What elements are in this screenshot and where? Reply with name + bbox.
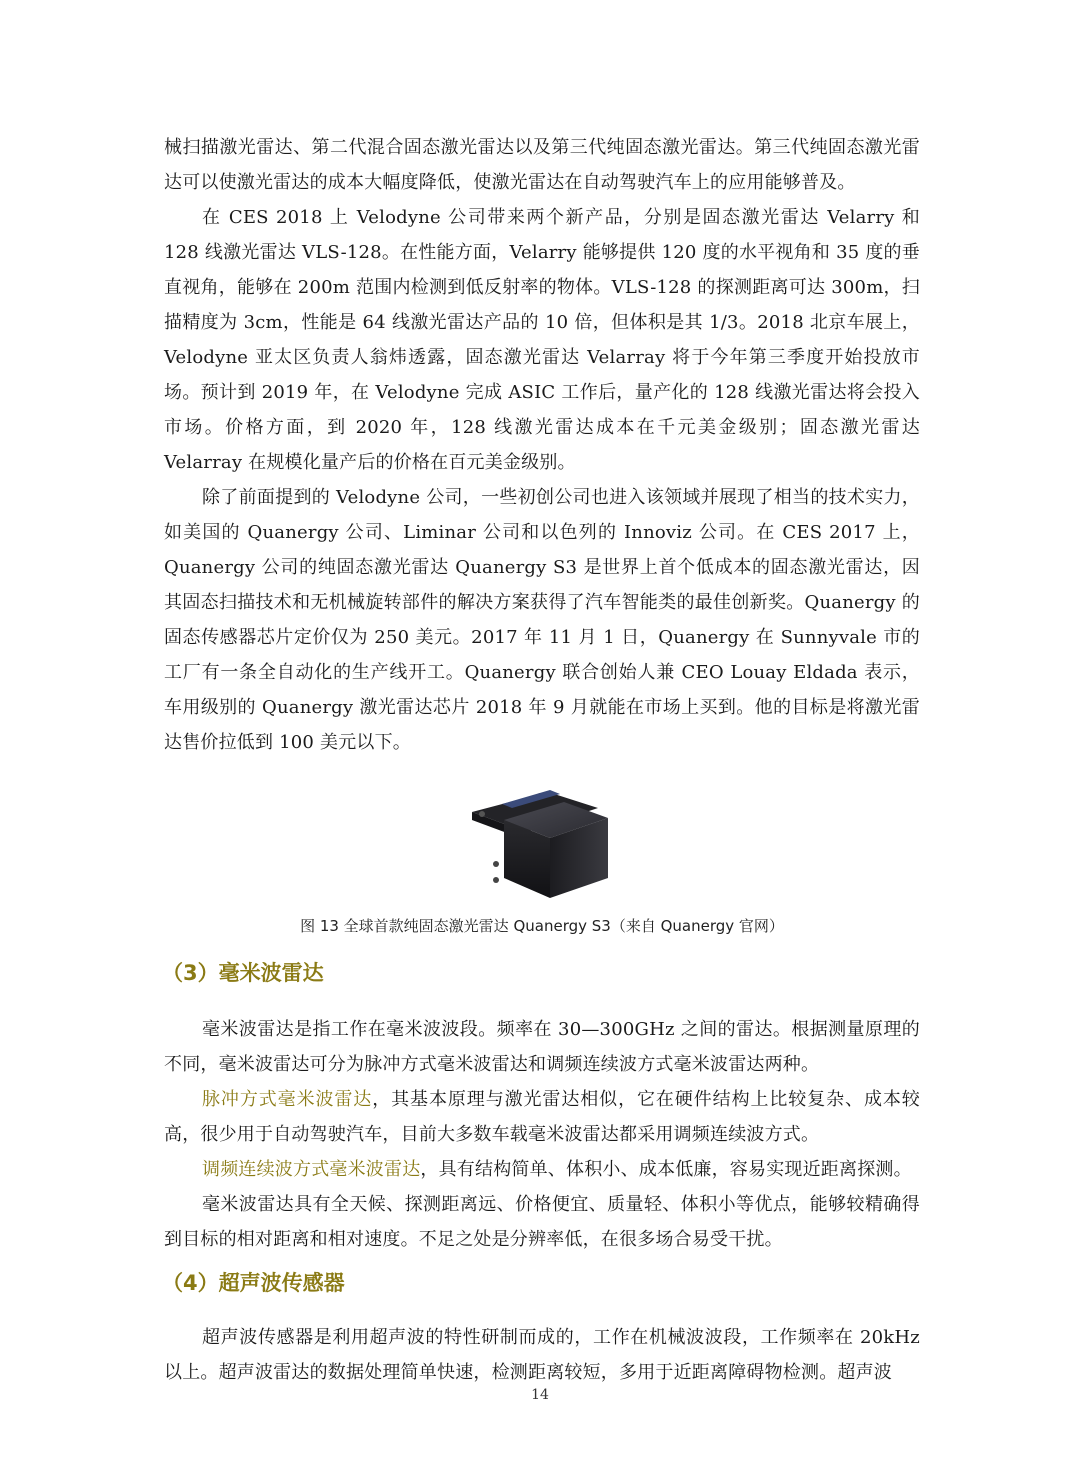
quanergy-s3-lidar-image <box>466 782 616 902</box>
pulse-radar-text: ，其基本原理与激光雷达相似，它在硬件结构上比较复杂、成本较高，很少用于自动驾驶汽车，目前大多数车载毫米波雷达都采用调频连续波方式。 <box>164 1089 920 1145</box>
paragraph-ultrasonic: 超声波传感器是利用超声波的特性研制而成的，工作在机械波波段，工作频率在 20kHz 以上。超声波雷达的数据处理简单快速，检测距离较短，多用于近距离障碍物检测。超声波 <box>164 1327 920 1383</box>
section-heading-ultrasonic: （4）超声波传感器 <box>162 1271 345 1295</box>
paragraph-lidar-generations: 械扫描激光雷达、第二代混合固态激光雷达以及第三代纯固态激光雷达。第三代纯固态激光雷达可以使激光雷达的成本大幅度降低，使激光雷达在自动驾驶汽车上的应用能够普及。 <box>164 137 920 193</box>
paragraph-velodyne: 在 CES 2018 上 Velodyne 公司带来两个新产品，分别是固态激光雷达 Velarry 和 128 线激光雷达 VLS-128。在性能方面，Velarry 能够提供 120 度的水平视角和 35 度的垂直视角，能够在 200m 范围内检测到低反射率的物体。VLS-128 的探测距离可达 300m，扫描精度为 3cm，性能是 64 线激光雷达产品的 10 倍，但体积是其 1/3。2018 北京车展上，Velodyne 亚太区负责人翁炜透露，固态激光雷达 Velarray 将于今年第三季度开始投放市场。预计到 2019 年，在 Velodyne 完成 ASIC 工作后，量产化的 128 线激光雷达将会投入市场。价格方面，到 2020 年，128 线激光雷达成本在千元美金级别；固态激光雷达 Velarray 在规模化量产后的价格在百元美金级别。 <box>164 207 920 473</box>
paragraph-pulse-radar <box>164 1082 920 1152</box>
paragraph-mmwave-definition: 毫米波雷达是指工作在毫米波波段。频率在 30—300GHz 之间的雷达。根据测量原理的不同，毫米波雷达可分为脉冲方式毫米波雷达和调频连续波方式毫米波雷达两种。 <box>164 1019 920 1075</box>
highlight-fmcw-radar: 调频连续波方式毫米波雷达 <box>202 1159 421 1180</box>
highlight-pulse-radar: 脉冲方式毫米波雷达 <box>202 1089 373 1110</box>
paragraph-quanergy: 除了前面提到的 Velodyne 公司，一些初创公司也进入该领域并展现了相当的技术实力，如美国的 Quanergy 公司、Liminar 公司和以色列的 Innoviz 公司。在 CES 2017 上，Quanergy 公司的纯固态激光雷达 Quanergy S3 是世界上首个低成本的固态激光雷达，因其固态扫描技术和无机械旋转部件的解决方案获得了汽车智能类的最佳创新奖。Quanergy 的固态传感器芯片定价仅为 250 美元。2017 年 11 月 1 日，Quanergy 在 Sunnyvale 市的工厂有一条全自动化的生产线开工。Quanergy 联合创始人兼 CEO Louay Eldada 表示，车用级别的 Quanergy 激光雷达芯片 2018 年 9 月就能在市场上买到。他的目标是将激光雷达售价拉低到 100 美元以下。 <box>164 487 920 753</box>
figure-caption: 图 13 全球首款纯固态激光雷达 Quanergy S3（来自 Quanergy 官网） <box>300 917 784 935</box>
fmcw-radar-text: ，具有结构简单、体积小、成本低廉，容易实现近距离探测。 <box>420 1159 912 1180</box>
paragraph-fmcw-radar <box>164 1152 920 1187</box>
paragraph-mmwave-pros-cons: 毫米波雷达具有全天候、探测距离远、价格便宜、质量轻、体积小等优点，能够较精确得到目标的相对距离和相对速度。不足之处是分辨率低，在很多场合易受干扰。 <box>164 1194 920 1250</box>
section-heading-mmwave-radar: （3）毫米波雷达 <box>162 961 324 985</box>
page-number: 14 <box>531 1387 549 1403</box>
